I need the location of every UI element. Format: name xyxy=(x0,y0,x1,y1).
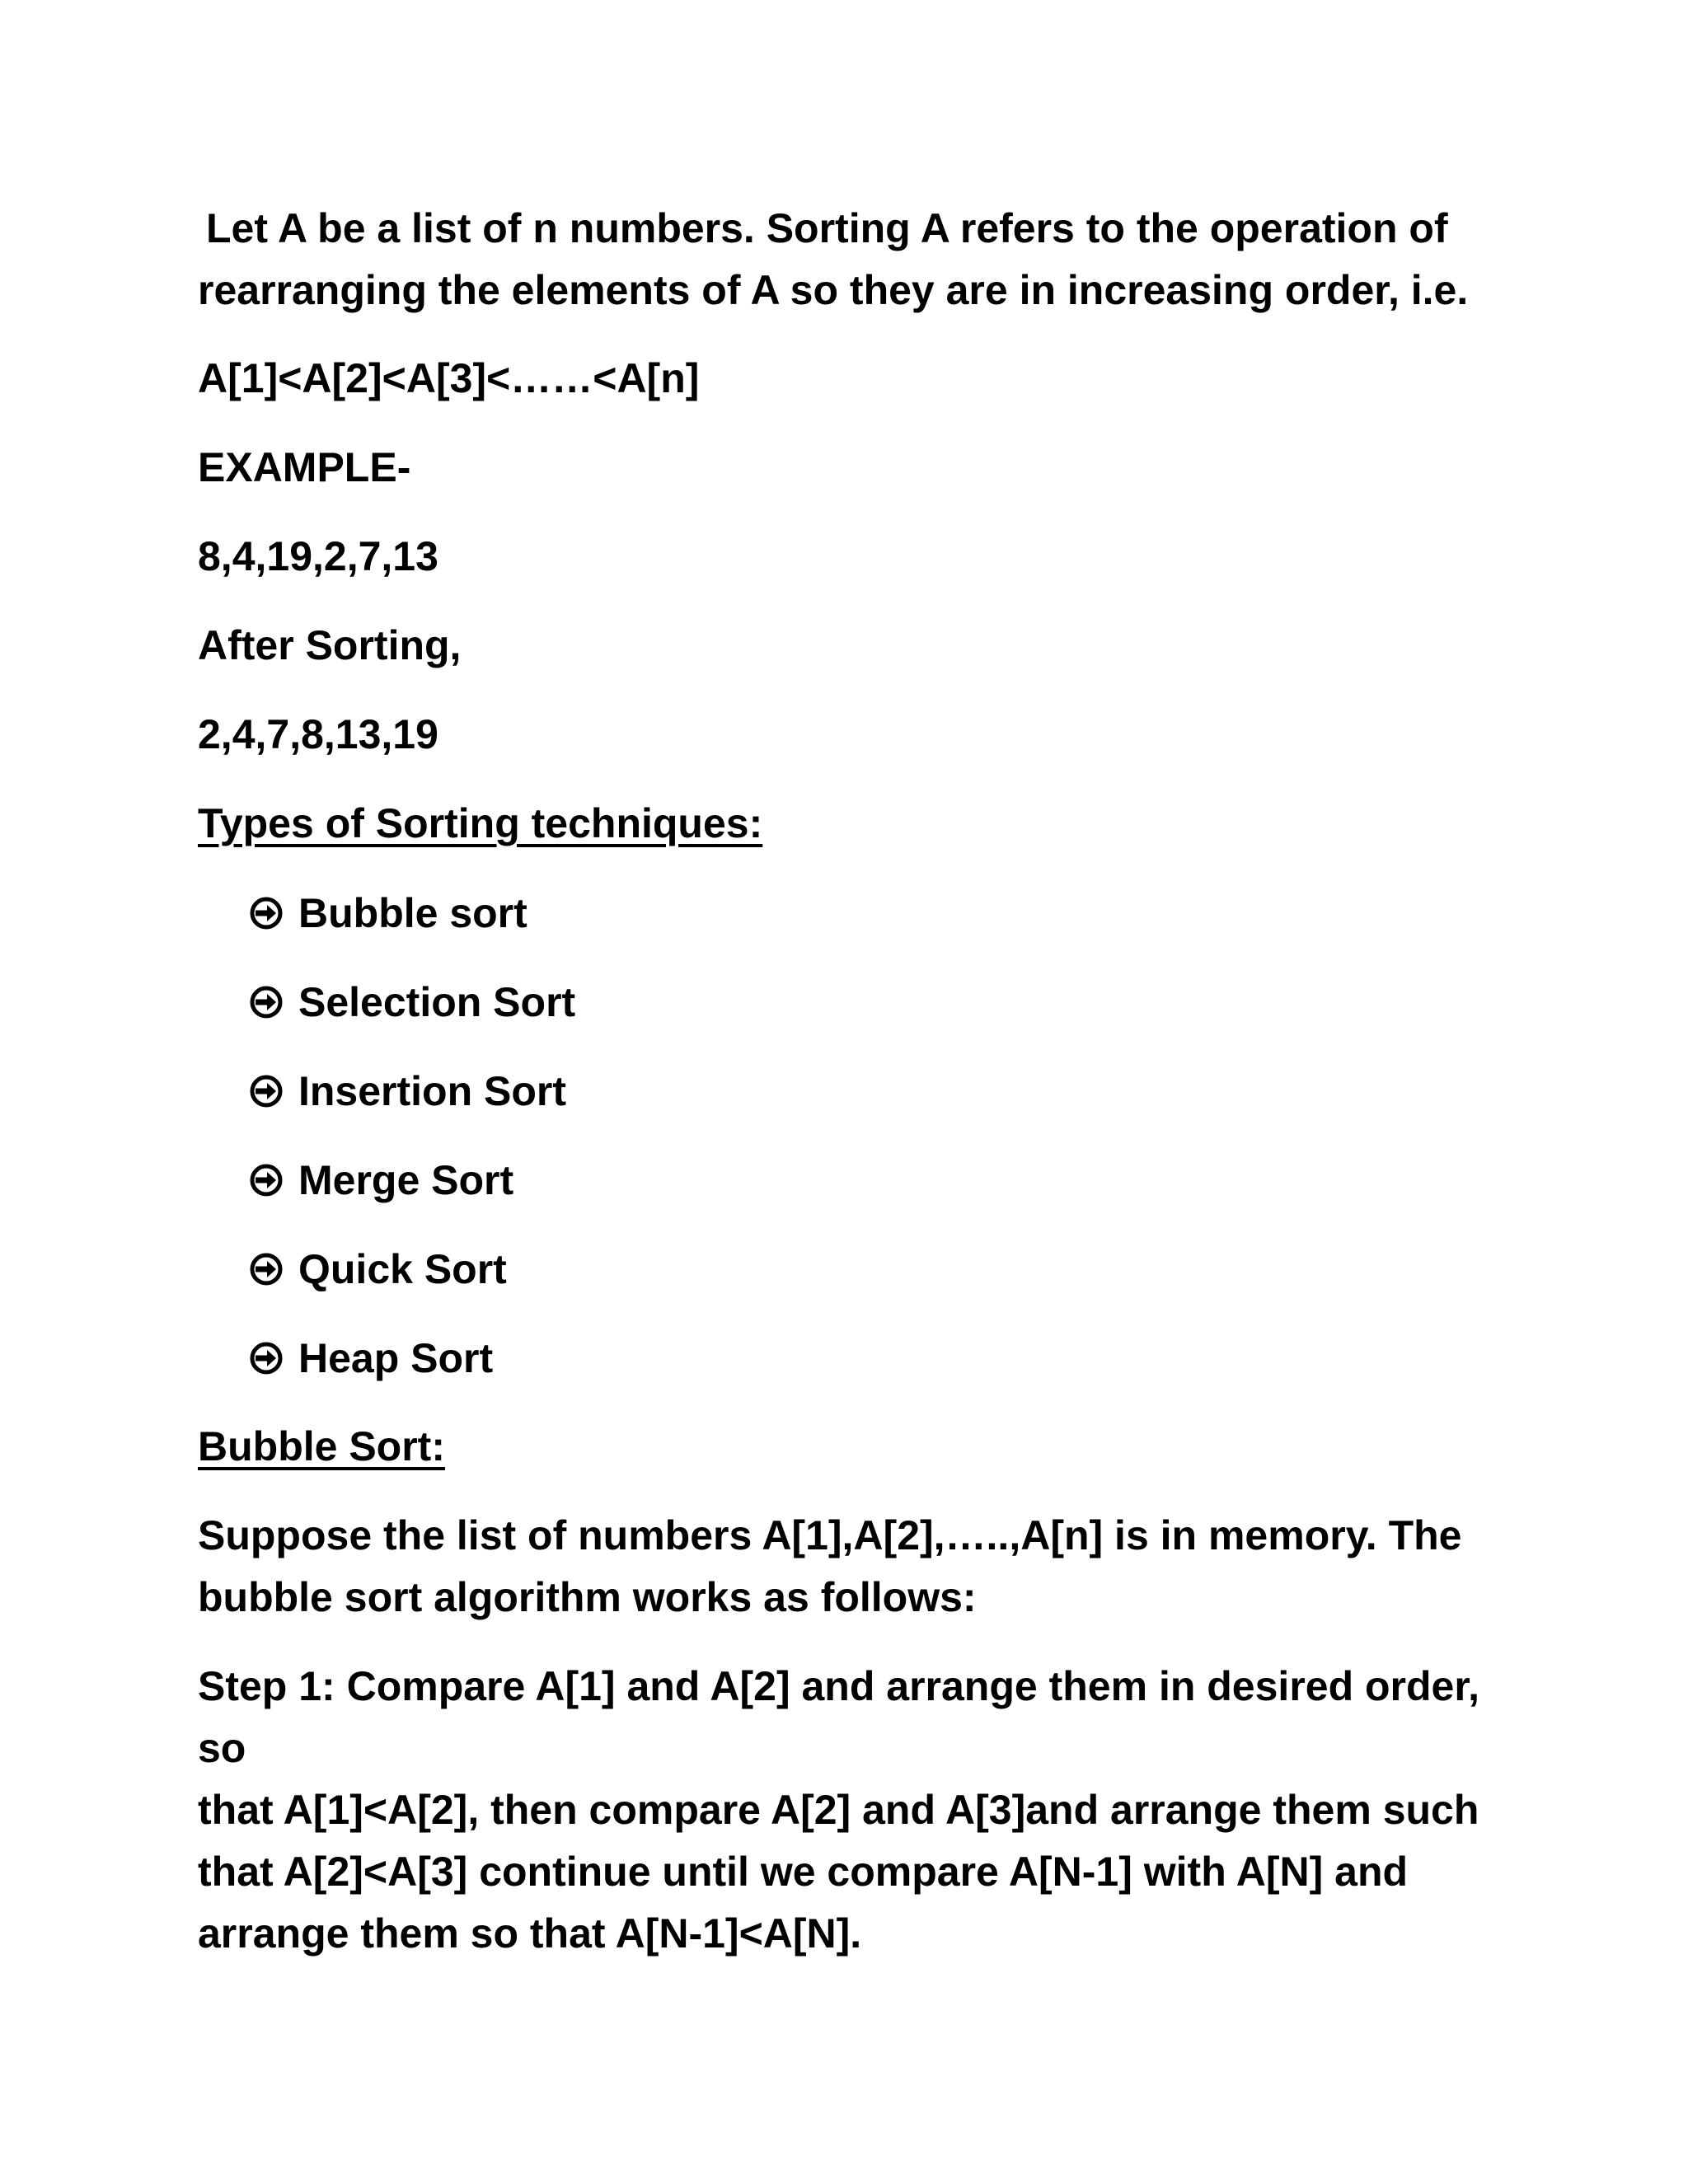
circled-arrow-right-icon xyxy=(249,1252,284,1286)
list-item xyxy=(249,1238,1533,1300)
technique-label: Heap Sort xyxy=(298,1334,494,1381)
description-line-1: Suppose the list of numbers A[1],A[2],…..,A[n] is in memory. The xyxy=(198,1512,1462,1558)
example-input-list: 8,4,19,2,7,13 xyxy=(198,533,438,579)
order-formula: A[1]<A[2]<A[3]<……<A[n] xyxy=(198,355,700,401)
list-item xyxy=(249,971,1533,1033)
circled-arrow-right-icon xyxy=(249,1341,284,1376)
list-item xyxy=(249,1149,1533,1211)
intro-line-1: Let A be a list of n numbers. Sorting A refers to the operation of xyxy=(206,205,1448,251)
list-item xyxy=(249,1060,1533,1122)
description-line-2: bubble sort algorithm works as follows: xyxy=(198,1574,977,1620)
technique-label: Selection Sort xyxy=(298,978,576,1025)
technique-label: Insertion Sort xyxy=(298,1067,567,1114)
step-1-paragraph xyxy=(198,1656,1533,1965)
example-output-list: 2,4,7,8,13,19 xyxy=(198,711,438,757)
document-body xyxy=(198,198,1533,1992)
intro-line-2: rearranging the elements of A so they are in increasing order, i.e. xyxy=(198,267,1469,313)
technique-label: Quick Sort xyxy=(298,1245,507,1292)
step-1-line-3: that A[2]<A[3] continue until we compare A[N-1] with A[N] and xyxy=(198,1849,1409,1895)
bubble-sort-description xyxy=(198,1505,1533,1629)
intro-paragraph xyxy=(198,198,1533,321)
step-1-line-2: that A[1]<A[2], then compare A[2] and A[3]and arrange them such xyxy=(198,1787,1479,1833)
technique-label: Merge Sort xyxy=(298,1156,514,1203)
circled-arrow-right-icon xyxy=(249,896,284,930)
bubble-sort-heading: Bubble Sort: xyxy=(198,1423,445,1469)
after-sorting-label: After Sorting, xyxy=(198,622,462,668)
types-heading: Types of Sorting techniques: xyxy=(198,800,763,846)
step-1-line-1: Step 1: Compare A[1] and A[2] and arrange them in desired order, so xyxy=(198,1663,1479,1771)
techniques-list xyxy=(198,882,1533,1389)
list-item xyxy=(249,882,1533,944)
list-item xyxy=(249,1327,1533,1389)
circled-arrow-right-icon xyxy=(249,985,284,1019)
circled-arrow-right-icon xyxy=(249,1074,284,1108)
circled-arrow-right-icon xyxy=(249,1163,284,1197)
example-label: EXAMPLE- xyxy=(198,444,411,490)
technique-label: Bubble sort xyxy=(298,889,528,936)
step-1-line-4: arrange them so that A[N-1]<A[N]. xyxy=(198,1910,862,1957)
